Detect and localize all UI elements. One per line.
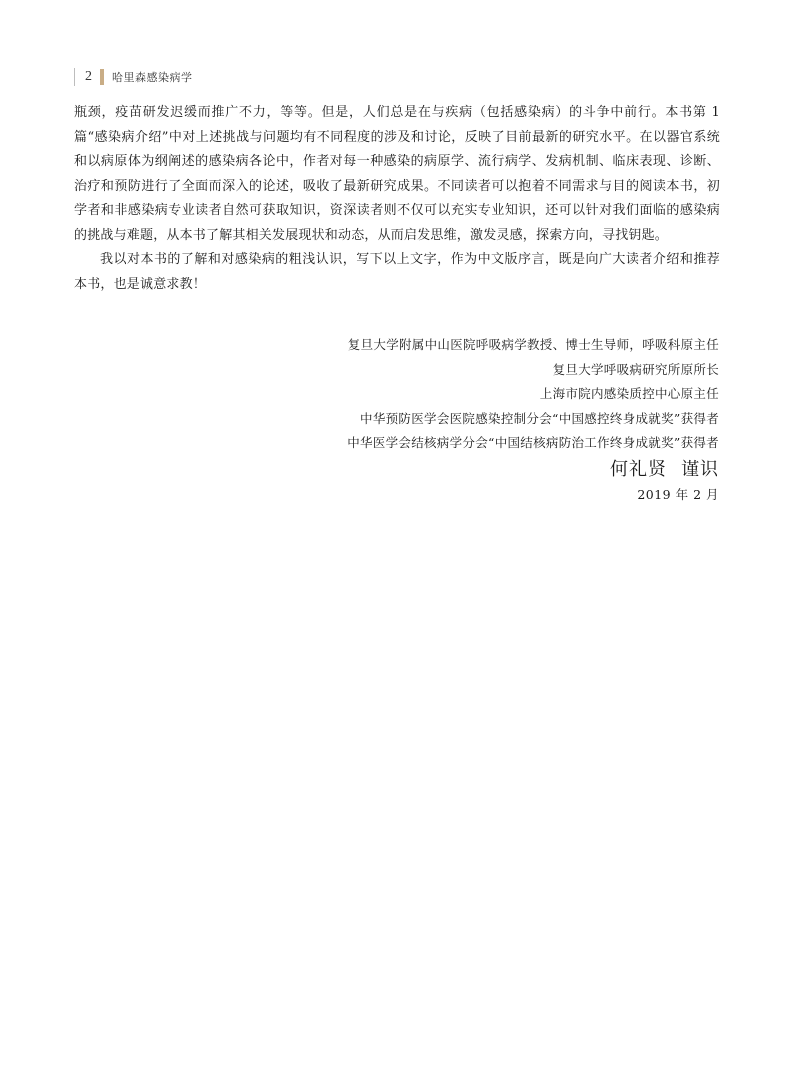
- preface-body: [74, 101, 720, 297]
- signature-block: [159, 333, 719, 506]
- signature-closing: 谨识: [681, 458, 719, 480]
- header-divider: [74, 68, 75, 86]
- paragraph-closing: 我以对本书的了解和对感染病的粗浅认识，写下以上文字，作为中文版序言，既是向广大读者介绍和推荐本书，也是诚意求教！: [74, 252, 720, 292]
- author-title-line: 中华预防医学会医院感染控制分会“中国感控终身成就奖”获得者: [360, 410, 719, 426]
- running-book-title: 哈里森感染病学: [112, 71, 193, 84]
- author-signature: [159, 456, 719, 484]
- page-number: 2: [85, 69, 92, 84]
- author-title-line: 中华医学会结核病学分会“中国结核病防治工作终身成就奖”获得者: [347, 435, 719, 450]
- header-accent-bar: [100, 69, 104, 85]
- author-title-line: 复旦大学呼吸病研究所原所长: [552, 361, 719, 377]
- author-title-line: 上海市院内感染质控中心原主任: [539, 386, 719, 401]
- paragraph-continued: 瓶颈，疫苗研发迟缓而推广不力，等等。但是，人们总是在与疾病（包括感染病）的斗争中前行。本书第 1 篇“感染病介绍”中对上述挑战与问题均有不同程度的涉及和讨论，反映了目前最新的研究水平。在以器官系统和以病原体为纲阐述的感染病各论中，作者对每一种感染的病原学、流行病学、发病机制、临床表现、诊断、治疗和预防进行了全面而深入的论述，吸收了最新研究成果。不同读者可以抱着不同需求与目的阅读本书，初学者和非感染病专业读者自然可获取知识，资深读者则不仅可以充实专业知识，还可以针对我们面临的感染病的挑战与难题，从本书了解其相关发展现状和动态，从而启发思维，激发灵感，探索方向，寻找钥匙。: [74, 105, 720, 243]
- page-header: [74, 68, 193, 86]
- author-name: 何礼贤: [610, 458, 667, 480]
- signature-date: 2019 年 2 月: [637, 486, 719, 502]
- author-title-line: 复旦大学附属中山医院呼吸病学教授、博士生导师，呼吸科原主任: [347, 337, 719, 352]
